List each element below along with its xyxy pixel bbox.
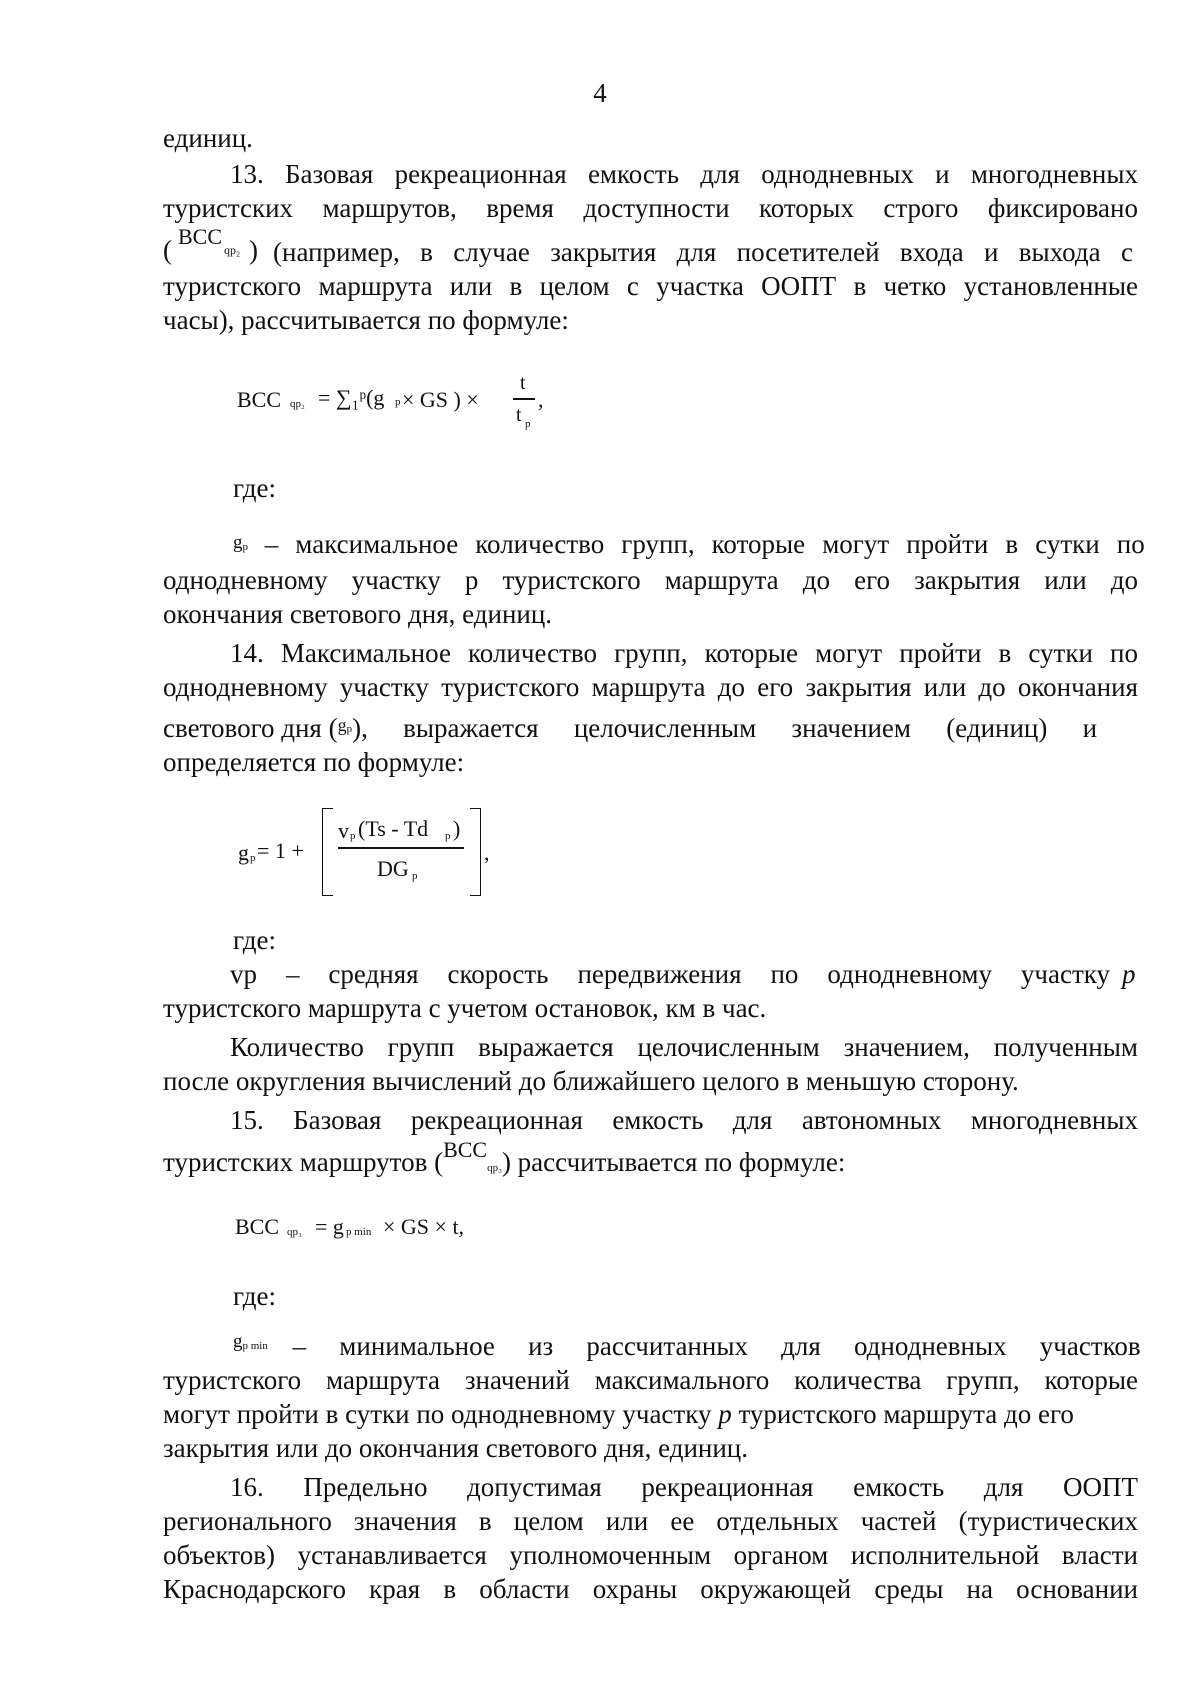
- bcc-symbol: BCC: [178, 224, 223, 249]
- right-bracket: [470, 808, 481, 896]
- left-bracket: [322, 808, 333, 896]
- paragraph-14-line: 14. Максимальное количество групп, которые могут пройти в сутки по: [230, 638, 1138, 668]
- fraction-bar: [513, 398, 535, 400]
- gp-definition-line: gp – максимальное количество групп, которые могут пройти в сутки по: [233, 529, 1145, 559]
- text-line: единиц.: [163, 123, 253, 153]
- gmin-definition-line: $^{gp min}$ – минимальное из рассчитанных для однодневных участков: [233, 1331, 1141, 1361]
- paragraph-14-line: однодневному участку туристского маршрута до его закрытия или до окончания: [163, 672, 1138, 702]
- page-number: 4: [593, 78, 607, 108]
- where-label: где:: [233, 473, 276, 503]
- paragraph-15-line: 15. Базовая рекреационная емкость для автономных многодневных: [230, 1105, 1138, 1135]
- fraction-bar: [338, 847, 464, 849]
- paragraph-14-line: светового дня ($^g$p), выражается целочисленным значением (единиц) и: [163, 713, 1098, 743]
- vp-definition-line: vp – средняя скорость передвижения по однодневному участку p: [230, 959, 1136, 989]
- paragraph-15-line: туристских маршрутов ($^{BCC}$qp₃) рассчитывается по формуле:: [163, 1137, 846, 1177]
- where-label: где:: [233, 925, 276, 955]
- gmin-definition-line: могут пройти в сутки по однодневному участку р туристского маршрута до его: [163, 1399, 1074, 1429]
- gp-definition-line: однодневному участку р туристского маршрута до его закрытия или до: [163, 565, 1138, 595]
- paragraph-13-line: ( BCC qp₂ ) (например, в случае закрытия для посетителей входа и выхода с: [163, 236, 1138, 269]
- bcc-subscript: qp₂: [224, 243, 241, 257]
- count-line: после округления вычислений до ближайшего целого в меньшую сторону.: [163, 1066, 1019, 1096]
- count-line: Количество групп выражается целочисленным значением, полученным: [230, 1032, 1138, 1062]
- paragraph-13-text: (например, в случае закрытия для посетителей входа и выхода с: [273, 237, 1133, 267]
- document-page: 4 единиц. 13. Базовая рекреационная емкость для однодневных и многодневных туристских маршрутов, время доступности которых строго фиксировано ( BCC qp₂ ) (например, в случае закрытия для посетителей входа и выхода с туристского маршрута или в целом с участка ООПТ в четко установленные часы), рассчитывается по формуле: BCC qp₂ = ∑₁ᵖ(g p × GS ) × t t p , где: gp – максимальное количество групп, которые могут пройти в сутки по однодневному участку р туристского маршрута до его закрытия или до окончания светового дня, единиц. 14. Максимальное количество групп, которые могут пройти в сутки по однодневному участку туристского маршрута до его закрытия или до окончания светового дня ($^g$p), выражается целочисленным значением (единиц) и определяется по формуле: g p = 1 + v p (Ts - Td p ) DG p , где: vp – средняя скорость передвижения по однодневному участку p туристского маршрута с учетом остановок, км в час. Количество групп выражается целочисленным значением, полученным после округления вычислений до ближайшего целого в меньшую сторону. 15. Базовая рекреационная емкость для автономных многодневных туристских маршрутов ($^{BCC}$qp₃) рассчитывается по формуле: BCC qp₃ = g p min × GS × t, где: $^{gp min}$ – минимальное из рассчитанных для однодневных участков туристского маршрута значений максимального количества групп, которые могут пройти в сутки по однодневному участку р туристского маршрута до его закрытия или до окончания светового дня, единиц. 16. Предельно допустимая рекреационная емкость для ООПТ регионального значения в целом или ее отдельных частей (туристических объектов) устанавливается уполномоченным органом исполнительной власти Краснодарского края в области охраны окружающей среды на основании: [0, 0, 1200, 1696]
- gmin-definition-line: закрытия или до окончания светового дня, единиц.: [163, 1433, 748, 1463]
- gp-definition-line: окончания светового дня, единиц.: [163, 599, 553, 629]
- paragraph-13-line: туристских маршрутов, время доступности которых строго фиксировано: [163, 193, 1138, 223]
- paragraph-13-line: часы), рассчитывается по формуле:: [163, 305, 569, 335]
- paragraph-13-line: 13. Базовая рекреационная емкость для однодневных и многодневных: [230, 159, 1138, 189]
- paragraph-16-line: Краснодарского края в области охраны окружающей среды на основании: [163, 1574, 1138, 1604]
- vp-definition-line: туристского маршрута с учетом остановок, км в час.: [163, 993, 767, 1023]
- gmin-definition-line: туристского маршрута значений максимального количества групп, которые: [163, 1365, 1138, 1395]
- paragraph-16-line: 16. Предельно допустимая рекреационная емкость для ООПТ: [230, 1472, 1138, 1502]
- paragraph-13-line: туристского маршрута или в целом с участка ООПТ в четко установленные: [163, 271, 1138, 301]
- where-label: где:: [233, 1281, 276, 1311]
- paragraph-16-line: регионального значения в целом или ее отдельных частей (туристических: [163, 1506, 1138, 1536]
- paragraph-16-line: объектов) устанавливается уполномоченным органом исполнительной власти: [163, 1540, 1138, 1570]
- paragraph-14-line: определяется по формуле:: [163, 747, 465, 777]
